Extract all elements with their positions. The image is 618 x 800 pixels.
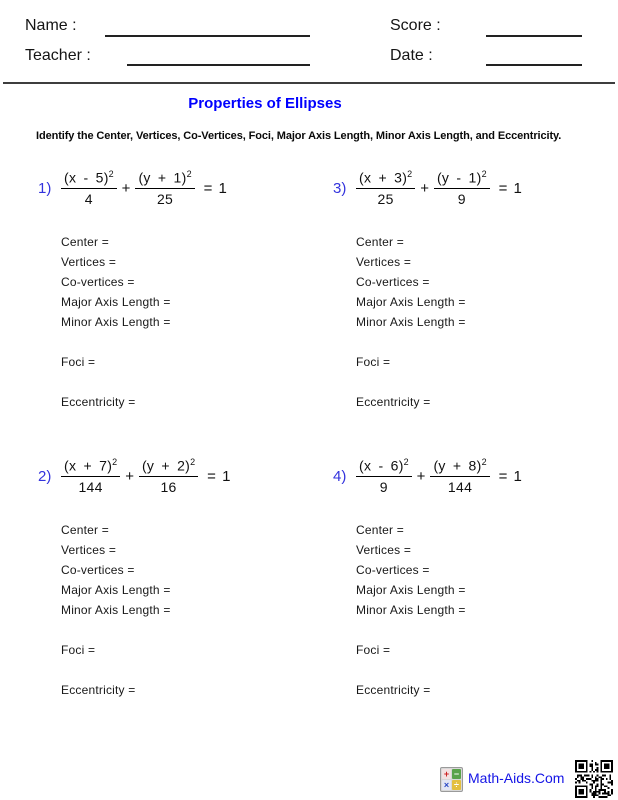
x-denominator: 4 — [84, 191, 93, 208]
date-label: Date : — [390, 47, 433, 64]
math-aids-logo — [440, 767, 463, 792]
plus-operator: + — [420, 179, 429, 197]
equals-one: = 1 — [498, 179, 523, 197]
y-denominator: 16 — [160, 479, 177, 496]
y-exponent: 2 — [190, 456, 196, 467]
date-blank-line — [486, 64, 582, 66]
x-numerator: $(x + 3)^2$ — [356, 169, 415, 190]
y-fraction — [434, 169, 490, 208]
x-numerator: $(x + 7)^2$ — [61, 457, 120, 478]
plus-operator: + — [416, 467, 426, 485]
y-exponent: 2 — [481, 168, 487, 179]
page-title: Properties of Ellipses — [188, 95, 342, 112]
problem-3-number: 3) — [333, 179, 347, 197]
y-fraction — [430, 457, 489, 496]
equals-one: = 1 — [203, 179, 228, 197]
major-axis-label: Major Axis Length = — [356, 295, 466, 309]
eccentricity-label: Eccentricity = — [356, 683, 431, 697]
co-vertices-label: Co-vertices = — [356, 275, 430, 289]
x-fraction — [356, 457, 412, 496]
vertices-label: Vertices = — [61, 255, 117, 269]
y-numerator: $(y + 8)^2$ — [430, 457, 489, 478]
co-vertices-label: Co-vertices = — [61, 563, 135, 577]
x-fraction — [61, 457, 120, 496]
y-exponent: 2 — [481, 456, 487, 467]
x-denominator: 9 — [379, 479, 388, 496]
answer-fields — [333, 520, 618, 700]
problem-4-equation — [333, 450, 618, 502]
minor-axis-label: Minor Axis Length = — [356, 315, 466, 329]
major-axis-label: Major Axis Length = — [61, 583, 171, 597]
center-label: Center = — [61, 523, 109, 537]
problem-2-equation — [38, 450, 323, 502]
equals-one: = 1 — [498, 467, 523, 485]
plus-operator: + — [121, 179, 131, 197]
co-vertices-label: Co-vertices = — [61, 275, 135, 289]
problem-2 — [38, 450, 323, 700]
x-exponent: 2 — [112, 456, 118, 467]
qr-code — [574, 760, 614, 798]
header-divider — [3, 82, 615, 84]
plus-operator: + — [125, 467, 134, 485]
plus-icon: + — [443, 768, 450, 779]
vertices-label: Vertices = — [356, 543, 412, 557]
x-fraction — [356, 169, 415, 208]
name-label: Name : — [25, 17, 77, 34]
times-icon: × — [443, 779, 450, 790]
x-denominator: 144 — [78, 479, 103, 496]
y-fraction — [135, 169, 194, 208]
eccentricity-label: Eccentricity = — [356, 395, 431, 409]
x-exponent: 2 — [403, 456, 409, 467]
problem-3 — [333, 162, 618, 412]
answer-fields — [38, 520, 323, 700]
co-vertices-label: Co-vertices = — [356, 563, 430, 577]
problem-1-number: 1) — [38, 179, 52, 197]
x-exponent: 2 — [108, 168, 114, 179]
eccentricity-label: Eccentricity = — [61, 683, 136, 697]
major-axis-label: Major Axis Length = — [61, 295, 171, 309]
answer-fields — [333, 232, 618, 412]
brand-text: Math-Aids.Com — [468, 770, 565, 786]
score-blank-line — [486, 35, 582, 37]
name-blank-line — [105, 35, 310, 37]
eccentricity-label: Eccentricity = — [61, 395, 136, 409]
problem-2-number: 2) — [38, 467, 52, 485]
minus-icon: − — [453, 768, 460, 779]
vertices-label: Vertices = — [356, 255, 412, 269]
center-label: Center = — [61, 235, 109, 249]
vertices-label: Vertices = — [61, 543, 117, 557]
foci-label: Foci = — [356, 355, 391, 369]
y-numerator: (y - 1)$^2$ — [434, 169, 490, 190]
foci-label: Foci = — [61, 355, 96, 369]
y-denominator: 9 — [457, 191, 466, 208]
y-numerator: $(y + 1)^2$ — [135, 169, 194, 190]
y-numerator: $(y + 2)^2$ — [139, 457, 198, 478]
problem-1-equation — [38, 162, 323, 214]
foci-label: Foci = — [356, 643, 391, 657]
x-denominator: 25 — [377, 191, 394, 208]
x-exponent: 2 — [407, 168, 413, 179]
center-label: Center = — [356, 235, 404, 249]
minor-axis-label: Minor Axis Length = — [356, 603, 466, 617]
minor-axis-label: Minor Axis Length = — [61, 603, 171, 617]
problem-3-equation — [333, 162, 618, 214]
divide-icon: ÷ — [452, 780, 461, 790]
foci-label: Foci = — [61, 643, 96, 657]
y-exponent: 2 — [186, 168, 192, 179]
major-axis-label: Major Axis Length = — [356, 583, 466, 597]
equals-one: = 1 — [207, 467, 232, 485]
teacher-blank-line — [127, 64, 310, 66]
y-denominator: 144 — [447, 479, 473, 496]
problem-1 — [38, 162, 323, 412]
score-label: Score : — [390, 17, 441, 34]
x-numerator: (x - 6)$^2$ — [356, 457, 412, 478]
problem-4 — [333, 450, 618, 700]
minor-axis-label: Minor Axis Length = — [61, 315, 171, 329]
y-denominator: 25 — [156, 191, 174, 208]
problem-4-number: 4) — [333, 467, 347, 485]
answer-fields — [38, 232, 323, 412]
y-fraction — [139, 457, 198, 496]
x-fraction — [61, 169, 117, 208]
teacher-label: Teacher : — [25, 47, 91, 64]
center-label: Center = — [356, 523, 404, 537]
x-numerator: (x - 5)$^2$ — [61, 169, 117, 190]
instructions-text: Identify the Center, Vertices, Co-Vertices, Foci, Major Axis Length, Minor Axis Length, and Eccentricity. — [36, 130, 562, 142]
